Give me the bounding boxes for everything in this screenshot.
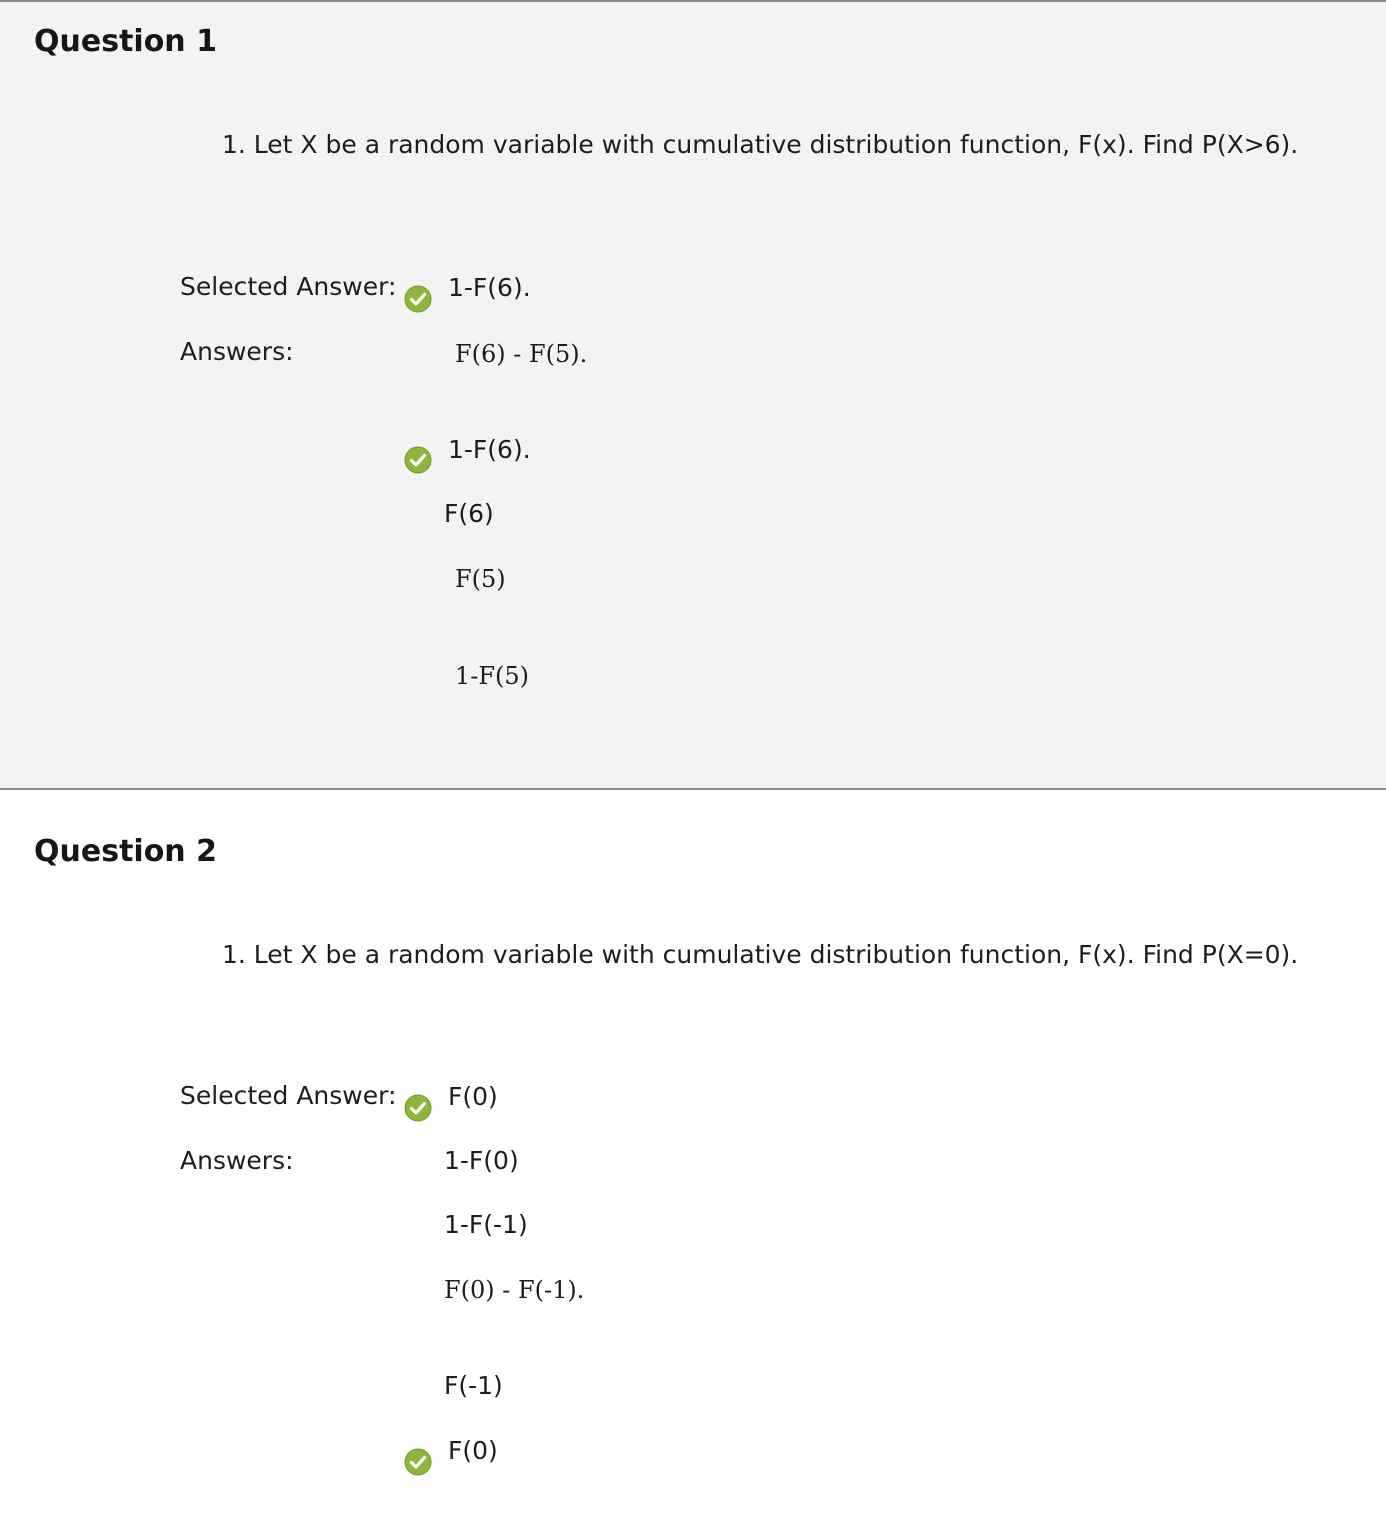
selected-answer-label: Selected Answer: (180, 272, 397, 301)
answer-option: F(6) (444, 499, 494, 528)
selected-answer-label: Selected Answer: (180, 1081, 397, 1110)
answer-option: 1-F(0) (444, 1146, 519, 1175)
answer-option-correct: F(0) (448, 1436, 498, 1465)
answer-option: F(-1) (444, 1371, 503, 1400)
answer-option: F(6) - F(5). (455, 340, 588, 368)
check-circle-icon (404, 1448, 432, 1476)
answer-option: F(0) - F(-1). (444, 1276, 585, 1304)
question-text: 1. Let X be a random variable with cumulative distribution function, F(x). Find P(X=0). (222, 940, 1299, 969)
answer-option: 1-F(-1) (444, 1210, 528, 1239)
question-title: Question 1 (34, 24, 217, 59)
check-circle-icon (404, 285, 432, 313)
check-circle-icon (404, 446, 432, 474)
question-text: 1. Let X be a random variable with cumulative distribution function, F(x). Find P(X>6). (222, 130, 1299, 159)
answer-option: F(5) (455, 565, 506, 593)
answers-label: Answers: (180, 337, 294, 366)
answer-option: 1-F(5) (455, 662, 530, 690)
selected-answer-value: 1-F(6). (448, 273, 531, 302)
question-2 (0, 790, 1386, 1530)
answer-option-correct: 1-F(6). (448, 435, 531, 464)
selected-answer-value: F(0) (448, 1082, 498, 1111)
check-circle-icon (404, 1094, 432, 1122)
question-title: Question 2 (34, 834, 217, 869)
answers-label: Answers: (180, 1146, 294, 1175)
